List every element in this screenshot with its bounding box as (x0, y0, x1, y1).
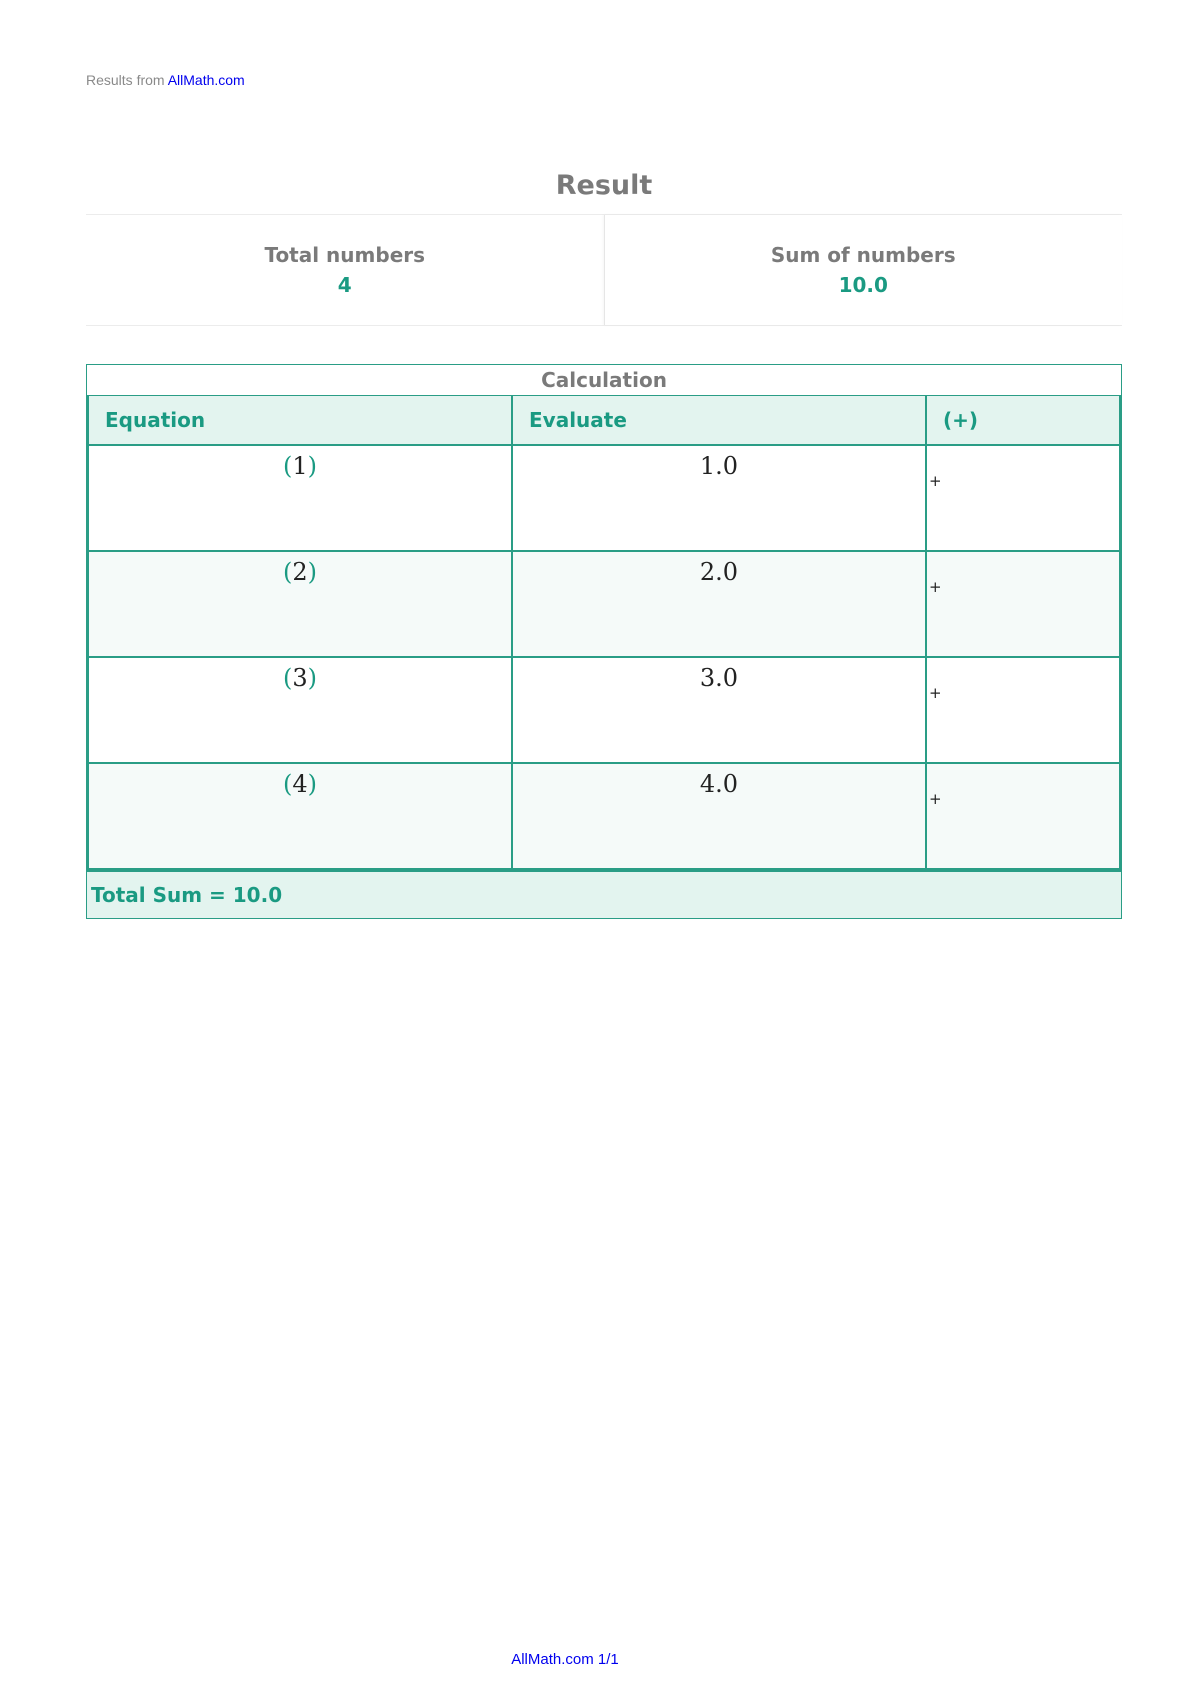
total-numbers-value: 4 (337, 273, 352, 297)
evaluate-cell: 2.0 (512, 551, 926, 657)
equation-cell: (4) (88, 763, 512, 869)
table-row (88, 445, 1120, 551)
allmath-link[interactable]: AllMath.com (167, 72, 245, 88)
calculation-grid (87, 396, 1121, 870)
table-row (88, 551, 1120, 657)
evaluate-cell: 1.0 (512, 445, 926, 551)
column-header-plus: (+) (926, 396, 1120, 445)
operator-cell: + (926, 445, 1120, 551)
page-footer: AllMath.com 1/1 (511, 1651, 619, 1668)
sum-of-numbers-value: 10.0 (838, 273, 888, 297)
total-numbers-card (86, 215, 604, 325)
calculation-table (86, 364, 1122, 919)
result-title: Result (555, 170, 653, 201)
equation-number: 3 (292, 664, 308, 692)
table-row (88, 657, 1120, 763)
table-row (88, 763, 1120, 869)
equation-number: 4 (292, 770, 308, 798)
operator-cell: + (926, 551, 1120, 657)
equation-cell: (1) (88, 445, 512, 551)
table-header-row (88, 396, 1120, 445)
total-numbers-label: Total numbers (264, 243, 426, 267)
equation-number: 1 (292, 452, 308, 480)
evaluate-cell: 4.0 (512, 763, 926, 869)
column-header-evaluate: Evaluate (512, 396, 926, 445)
result-cards (86, 214, 1122, 326)
sum-of-numbers-card (604, 215, 1123, 325)
equation-cell: (3) (88, 657, 512, 763)
column-header-equation: Equation (88, 396, 512, 445)
header-line (86, 72, 245, 88)
operator-cell: + (926, 763, 1120, 869)
calculation-title: Calculation (87, 365, 1121, 396)
evaluate-cell: 3.0 (512, 657, 926, 763)
equation-number: 2 (292, 558, 308, 586)
equation-cell: (2) (88, 551, 512, 657)
total-sum: Total Sum = 10.0 (87, 870, 1121, 918)
header-prefix: Results from (86, 72, 165, 88)
sum-of-numbers-label: Sum of numbers (770, 243, 956, 267)
operator-cell: + (926, 657, 1120, 763)
